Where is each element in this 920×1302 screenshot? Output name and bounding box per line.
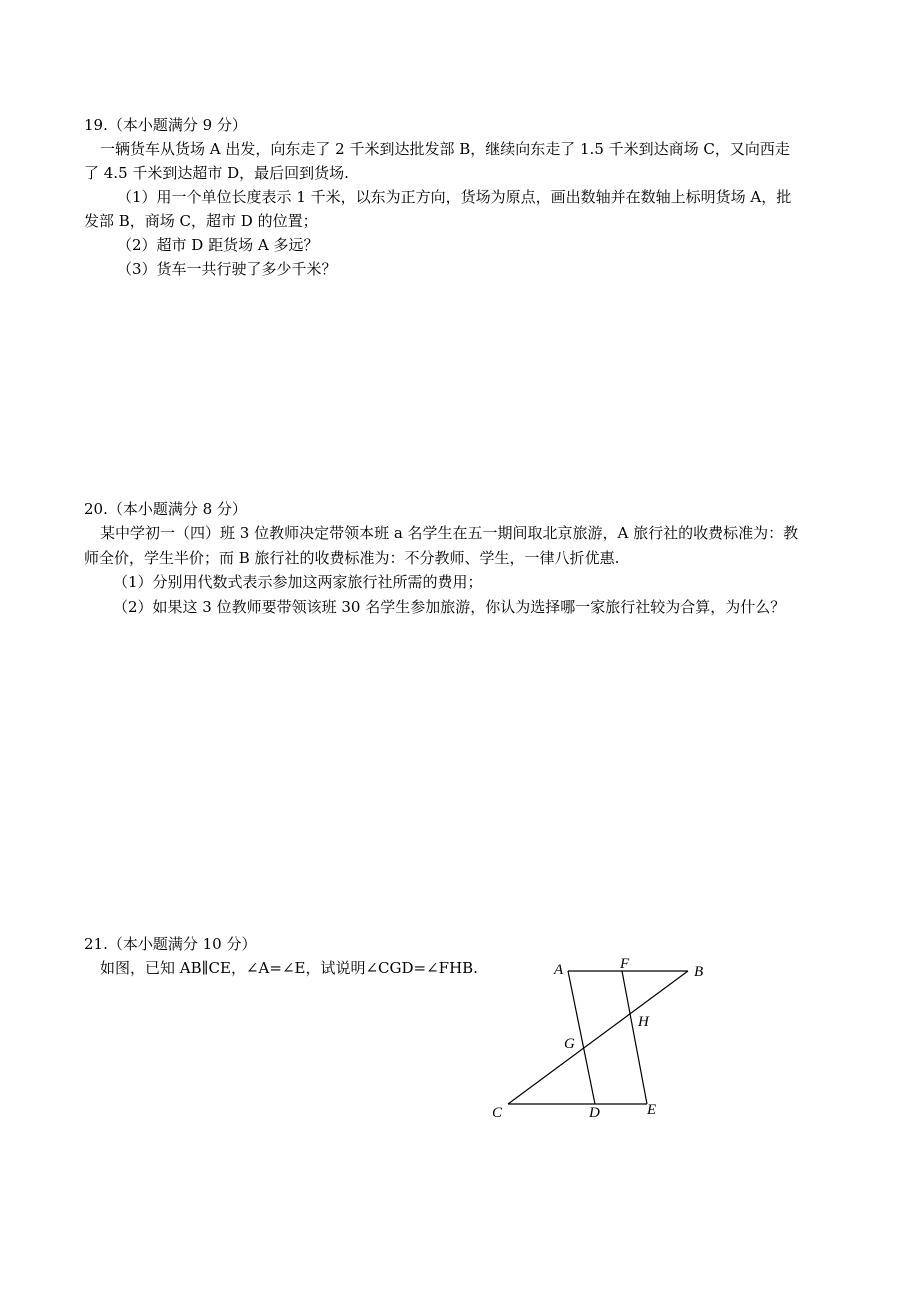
q21-header: 21.（本小题满分 10 分） bbox=[84, 935, 257, 953]
label-H: H bbox=[638, 1014, 649, 1030]
q21-text-line1: 如图，已知 AB∥CE，∠A=∠E，试说明∠CGD=∠FHB. bbox=[100, 959, 478, 977]
label-B: B bbox=[694, 964, 704, 980]
label-A: A bbox=[554, 962, 564, 978]
q19-sub1-line2: 发部 B，商场 C，超市 D 的位置； bbox=[84, 212, 318, 230]
q19-sub3: （3）货车一共行驶了多少千米？ bbox=[117, 260, 337, 278]
label-F: F bbox=[620, 956, 630, 972]
label-G: G bbox=[564, 1036, 575, 1052]
q19-sub2: （2）超市 D 距货场 A 多远？ bbox=[117, 236, 319, 254]
geometry-figure bbox=[490, 950, 720, 1130]
label-D: D bbox=[589, 1105, 600, 1121]
q20-text-line2: 师全价，学生半价；而 B 旅行社的收费标准为：不分教师、学生，一律八折优惠. bbox=[84, 549, 620, 567]
q19-text-line1: 一辆货车从货场 A 出发，向东走了 2 千米到达批发部 B，继续向东走了 1.5 千米到达商场 C，又向西走 bbox=[100, 140, 790, 158]
label-E: E bbox=[647, 1102, 657, 1118]
q20-sub1: （1）分别用代数式表示参加这两家旅行社所需的费用； bbox=[113, 573, 483, 591]
segment-CB bbox=[508, 971, 688, 1104]
q20-header: 20.（本小题满分 8 分） bbox=[84, 500, 247, 518]
q19-text-line2: 了 4.5 千米到达超市 D，最后回到货场. bbox=[84, 164, 349, 182]
q19-sub1-line1: （1）用一个单位长度表示 1 千米，以东为正方向，货场为原点，画出数轴并在数轴上标明货场 A，批 bbox=[117, 188, 792, 206]
q19-header: 19.（本小题满分 9 分） bbox=[84, 116, 247, 134]
segment-FE bbox=[622, 971, 647, 1104]
label-C: C bbox=[492, 1105, 503, 1121]
q20-text-line1: 某中学初一（四）班 3 位教师决定带领本班 a 名学生在五一期间取北京旅游，A 旅行社的收费标准为：教 bbox=[100, 524, 799, 542]
q20-sub2: （2）如果这 3 位教师要带领该班 30 名学生参加旅游，你认为选择哪一家旅行社较为合算，为什么？ bbox=[113, 598, 786, 616]
